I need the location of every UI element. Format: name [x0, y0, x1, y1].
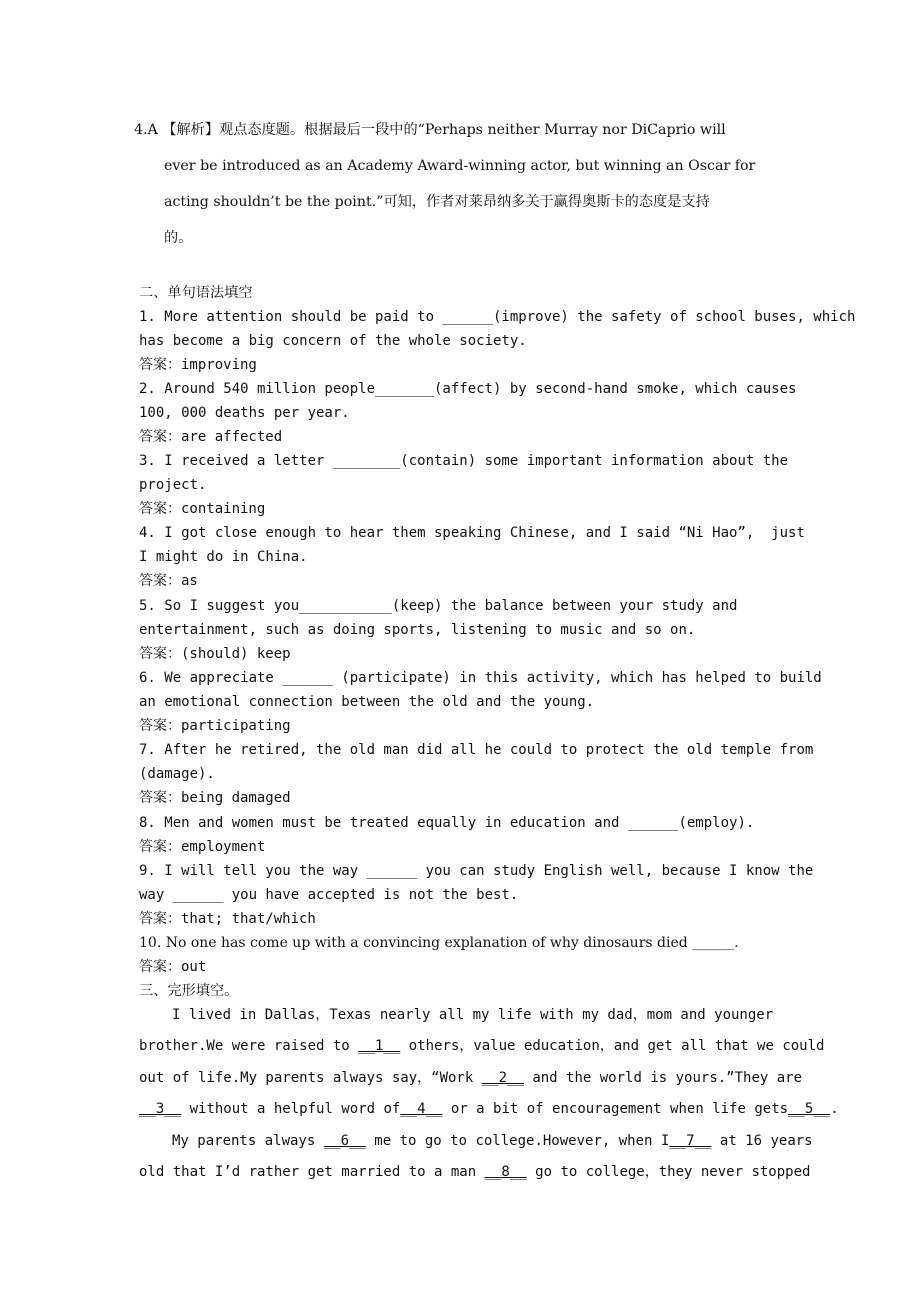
question-9-line-1: 9. I will tell you the way ______ you can study English well, because I know the	[139, 863, 814, 879]
cloze-p1-line-1: I lived in Dallas，Texas nearly all my life with my dad，mom and younger	[172, 1007, 774, 1023]
question-4-line-1: 4. I got close enough to hear them speaking Chinese, and I said “Ni Hao”, just	[139, 525, 805, 541]
analysis-line-1: 4.A 【解析】观点态度题。根据最后一段中的“Perhaps neither Murray nor DiCaprio will	[134, 122, 726, 138]
cloze-p1-line-3	[139, 1068, 802, 1088]
question-10-line-1: 10. No one has come up with a convincing explanation of why dinosaurs died ______.	[139, 935, 739, 951]
cloze-text: and the world is yours.”They are	[523, 1070, 803, 1086]
cloze-text: without a helpful word of	[181, 1101, 401, 1117]
question-1-line-2: has become a big concern of the whole society.	[139, 333, 527, 349]
question-1-line-1: 1. More attention should be paid to ______(improve) the safety of school buses, which	[139, 309, 856, 325]
blank-8: __8__	[484, 1164, 527, 1180]
question-5-line-1: 5. So I suggest you___________(keep) the balance between your study and	[139, 598, 738, 614]
cloze-text: .	[830, 1101, 839, 1117]
blank-1: __1__	[358, 1038, 401, 1054]
blank-3: __3__	[139, 1101, 182, 1117]
analysis-line-3: acting shouldn’t be the point.”可知，作者对莱昂纳多关于赢得奥斯卡的态度是支持	[164, 194, 710, 210]
question-8-line-1: 8. Men and women must be treated equally in education and ______(employ).	[139, 815, 755, 831]
cloze-p1-line-2	[139, 1036, 824, 1056]
question-6-line-1: 6. We appreciate ______ (participate) in this activity, which has helped to build	[139, 670, 822, 686]
question-7-line-2: (damage).	[139, 766, 215, 782]
question-3-line-2: project.	[139, 477, 207, 493]
answer-9: 答案：that; that/which	[139, 911, 316, 927]
cloze-p2-line-1	[172, 1131, 813, 1151]
cloze-p1-line-4	[139, 1099, 839, 1119]
cloze-text: or a bit of encouragement when life gets	[442, 1101, 789, 1117]
cloze-text: My parents always	[172, 1133, 324, 1149]
answer-4: 答案：as	[139, 573, 198, 589]
blank-7: __7__	[669, 1133, 712, 1149]
question-9-line-2: way ______ you have accepted is not the best.	[139, 887, 519, 903]
question-2-line-2: 100, 000 deaths per year.	[139, 405, 350, 421]
answer-3: 答案：containing	[139, 501, 266, 517]
question-4-line-2: I might do in China.	[139, 549, 308, 565]
cloze-text: go to college，they never stopped	[526, 1164, 811, 1180]
cloze-p2-line-2	[139, 1162, 810, 1182]
question-2-line-1: 2. Around 540 million people_______(affect) by second-hand smoke, which causes	[139, 381, 797, 397]
answer-8: 答案：employment	[139, 839, 266, 855]
question-5-line-2: entertainment, such as doing sports, listening to music and so on.	[139, 622, 696, 638]
blank-6: __6__	[323, 1133, 366, 1149]
blank-2: __2__	[481, 1070, 524, 1086]
question-7-line-1: 7. After he retired, the old man did all he could to protect the old temple from	[139, 742, 814, 758]
analysis-line-2: ever be introduced as an Academy Award-winning actor, but winning an Oscar for	[164, 158, 756, 174]
cloze-text: others，value education，and get all that we could	[400, 1038, 825, 1054]
blank-4: __4__	[400, 1101, 443, 1117]
cloze-text: me to go to college.However, when I	[365, 1133, 670, 1149]
section2-heading: 二、单句语法填空	[139, 285, 253, 301]
cloze-text: brother.We were raised to	[139, 1038, 359, 1054]
question-3-line-1: 3. I received a letter ________(contain) some important information about the	[139, 453, 789, 469]
answer-1: 答案：improving	[139, 357, 257, 373]
question-6-line-2: an emotional connection between the old and the young.	[139, 694, 595, 710]
section3-heading: 三、完形填空。	[139, 983, 239, 999]
analysis-line-4: 的。	[164, 230, 193, 246]
cloze-text: out of life.My parents always say，“Work	[139, 1070, 482, 1086]
answer-6: 答案：participating	[139, 718, 291, 734]
cloze-text: at 16 years	[711, 1133, 813, 1149]
cloze-text: old that I’d rather get married to a man	[139, 1164, 485, 1180]
answer-5: 答案：(should) keep	[139, 646, 291, 662]
answer-2: 答案：are affected	[139, 429, 283, 445]
answer-7: 答案：being damaged	[139, 790, 291, 806]
answer-10: 答案：out	[139, 959, 207, 975]
blank-5: __5__	[788, 1101, 831, 1117]
